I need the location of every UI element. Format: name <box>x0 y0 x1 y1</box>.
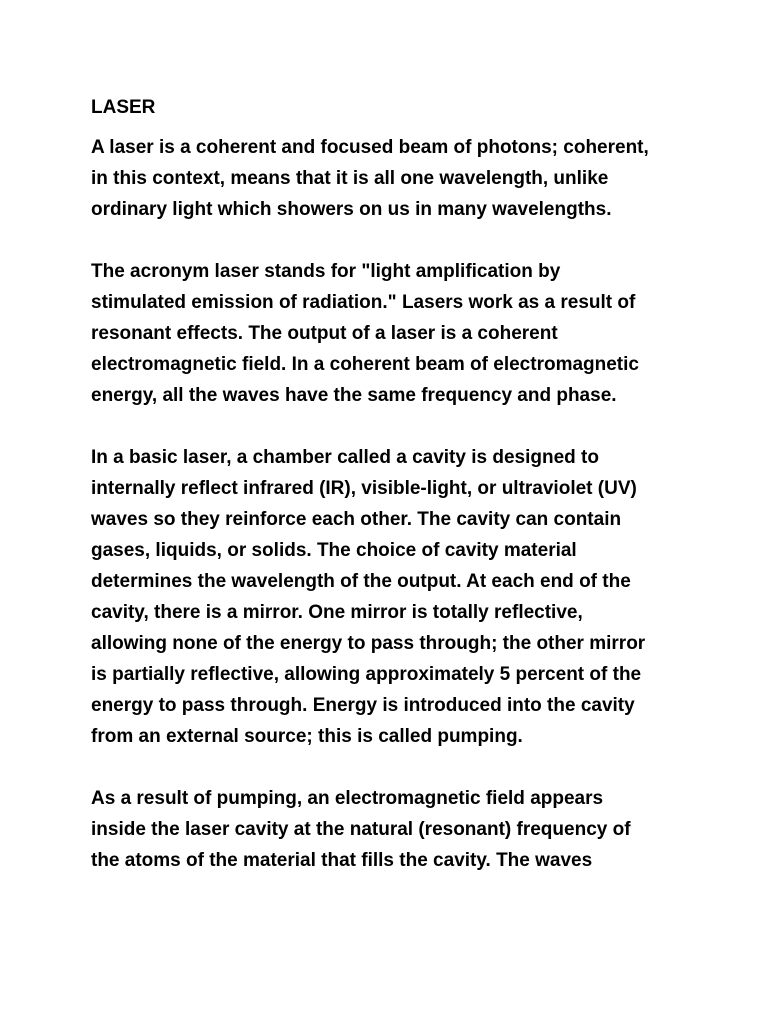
document-body <box>91 96 681 907</box>
paragraph-line: internally reflect infrared (IR), visible-light, or ultraviolet (UV) <box>91 478 637 499</box>
document-title: LASER <box>91 97 156 118</box>
paragraph-line: is partially reflective, allowing approximately 5 percent of the <box>91 664 642 685</box>
paragraph-line: In a basic laser, a chamber called a cavity is designed to <box>91 447 599 468</box>
paragraph-line: allowing none of the energy to pass through; the other mirror <box>91 633 646 654</box>
paragraph-basic-laser <box>91 442 681 752</box>
paragraph-acronym <box>91 256 681 411</box>
paragraph-line: waves so they reinforce each other. The cavity can contain <box>91 509 622 530</box>
paragraph-line: ordinary light which showers on us in many wavelengths. <box>91 199 612 220</box>
paragraph-line: energy to pass through. Energy is introduced into the cavity <box>91 695 635 716</box>
paragraph-line: the atoms of the material that fills the cavity. The waves <box>91 850 593 871</box>
paragraph-intro <box>91 132 681 225</box>
paragraph-line: inside the laser cavity at the natural (resonant) frequency of <box>91 819 631 840</box>
paragraph-line: As a result of pumping, an electromagnetic field appears <box>91 788 604 809</box>
paragraph-line: The acronym laser stands for "light amplification by <box>91 261 561 282</box>
paragraph-line: from an external source; this is called pumping. <box>91 726 523 747</box>
paragraph-line: electromagnetic field. In a coherent beam of electromagnetic <box>91 354 639 375</box>
paragraph-line: determines the wavelength of the output. At each end of the <box>91 571 631 592</box>
paragraph-line: resonant effects. The output of a laser is a coherent <box>91 323 558 344</box>
paragraph-line: energy, all the waves have the same frequency and phase. <box>91 385 617 406</box>
paragraph-line: in this context, means that it is all one wavelength, unlike <box>91 168 609 189</box>
paragraph-line: gases, liquids, or solids. The choice of cavity material <box>91 540 577 561</box>
paragraph-pumping <box>91 783 681 876</box>
paragraph-line: cavity, there is a mirror. One mirror is totally reflective, <box>91 602 583 623</box>
paragraph-line: A laser is a coherent and focused beam of photons; coherent, <box>91 137 649 158</box>
paragraph-line: stimulated emission of radiation." Lasers work as a result of <box>91 292 636 313</box>
